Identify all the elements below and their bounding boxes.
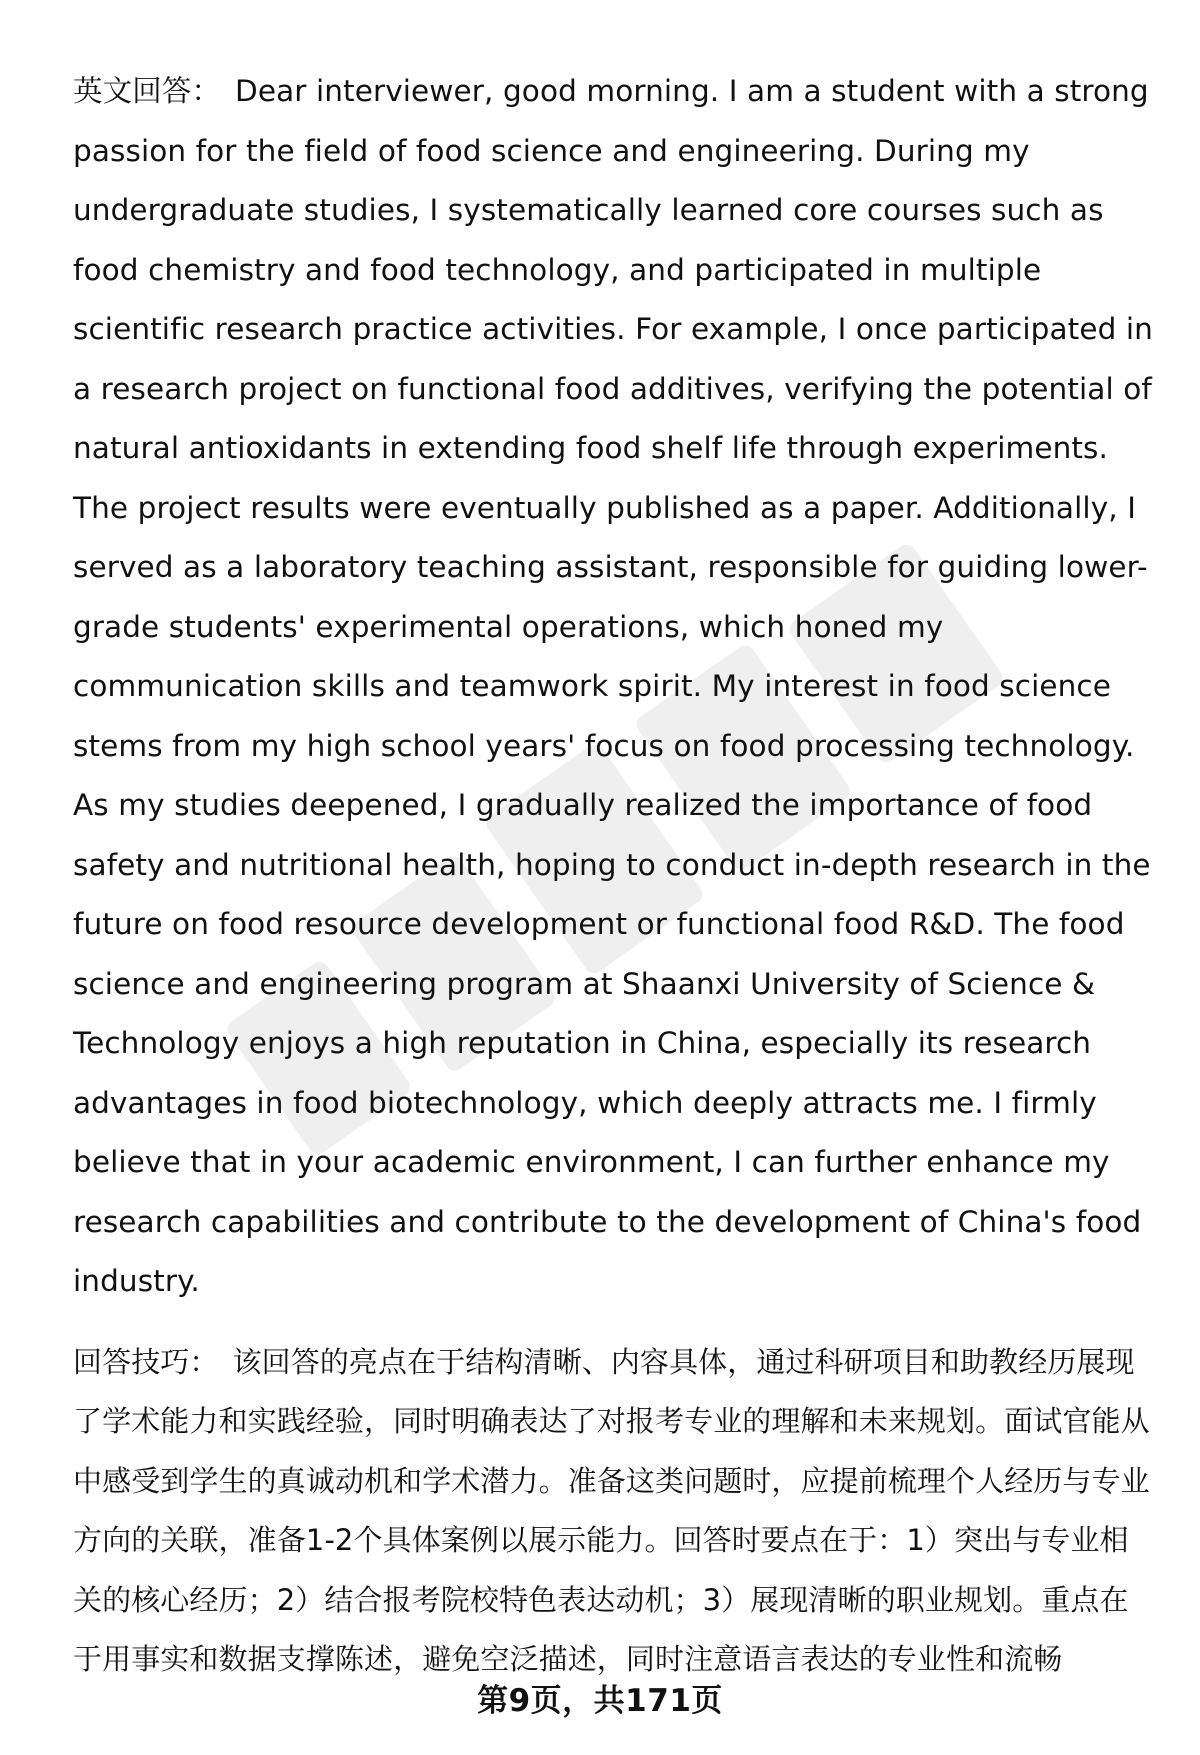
english-answer-paragraph [73,62,1155,1312]
answer-tips-text: 该回答的亮点在于结构清晰、内容具体，通过科研项目和助教经历展现了学术能力和实践经验，同时明确表达了对报考专业的理解和未来规划。面试官能从中感受到学生的真诚动机和学术潜力。准备这类问题时，应提前梳理个人经历与专业方向的关联，准备1-2个具体案例以展示能力。回答时要点在于：1）突出与专业相关的核心经历；2）结合报考院校特色表达动机；3）展现清晰的职业规划。重点在于用事实和数据支撑陈述，避免空泛描述，同时注意语言表达的专业性和流畅 [73,1344,1150,1676]
page-number-footer: 第9页，共171页 [477,1683,723,1719]
answer-tips-paragraph [73,1333,1155,1690]
english-answer-label: 英文回答： [73,74,222,108]
content-area [73,62,1155,1690]
answer-tips-label: 回答技巧： [73,1344,219,1379]
english-answer-text: Dear interviewer, good morning. I am a student with a strong passion for the field of food science and engineering. During my undergraduate studies, I systematically learned core courses such as food chemistry and food technology, and participated in multiple scientific research practice activities. For example, I once participated in a research project on functional food additives, verifying the potential of natural antioxidants in extending food shelf life through experiments. The project results were eventually published as a paper. Additionally, I served as a laboratory teaching assistant, responsible for guiding lower-grade students' experimental operations, which honed my communication skills and teamwork spirit. My interest in food science stems from my high school years' focus on food processing technology. As my studies deepened, I gradually realized the importance of food safety and nutritional health, hoping to conduct in-depth research in the future on food resource development or functional food R&D. The food science and engineering program at Shaanxi University of Science & Technology enjoys a high reputation in China, especially its research advantages in food biotechnology, which deeply attracts me. I firmly believe that in your academic environment, I can further enhance my research capabilities and contribute to the development of China's food industry. [73,74,1153,1298]
